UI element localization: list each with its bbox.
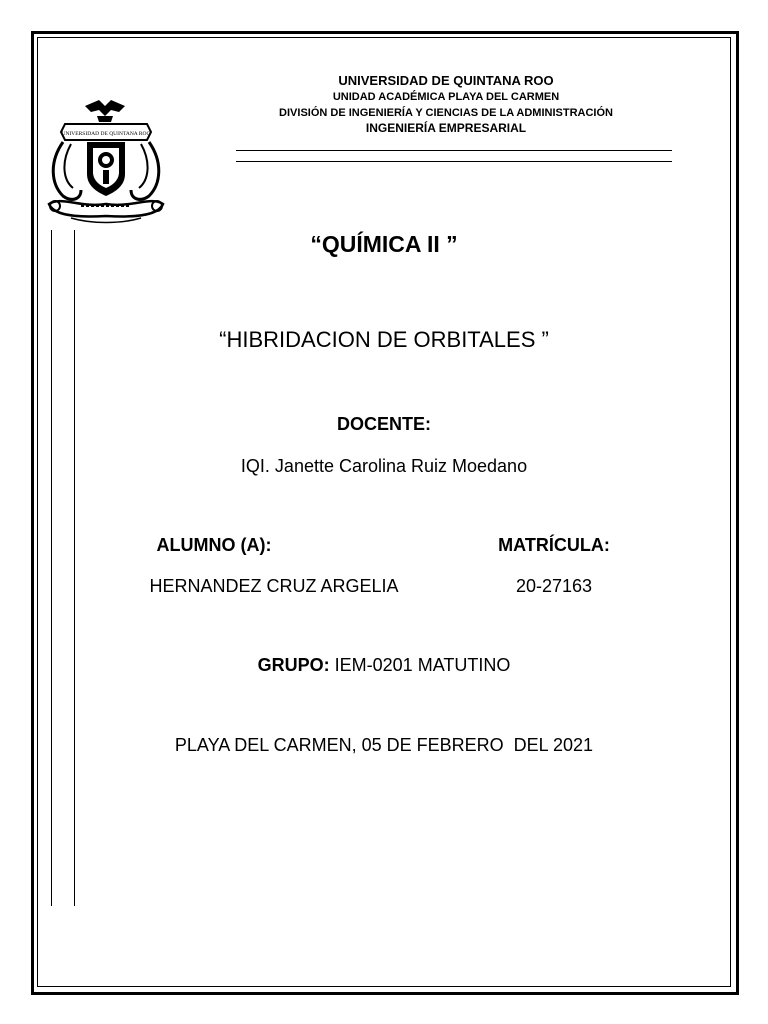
margin-line-left [51,230,52,906]
academic-unit: UNIDAD ACADÉMICA PLAYA DEL CARMEN [332,91,560,103]
grupo-value: IEM-0201 MATUTINO [334,655,511,675]
header-divider-bottom [236,161,672,162]
division-name: DIVISIÓN DE INGENIERÍA Y CIENCIAS DE LA ADMINISTRACIÓN [279,107,613,119]
grupo-line [184,655,584,676]
place-date: PLAYA DEL CARMEN, 05 DE FEBRERO DEL 2021 [174,735,594,755]
university-crest-icon [41,92,171,230]
docente-label: DOCENTE: [337,414,431,434]
margin-line-right [74,230,75,906]
program-name: INGENIERÍA EMPRESARIAL [365,121,527,135]
topic-title: “HIBRIDACION DE ORBITALES ” [219,327,549,352]
university-name: UNIVERSIDAD DE QUINTANA ROO [338,73,554,88]
matricula-value: 20-27163 [515,576,593,596]
course-title: “QUÍMICA II ” [310,231,458,257]
docente-name: IQI. Janette Carolina Ruiz Moedano [240,456,528,476]
matricula-label: MATRÍCULA: [498,535,610,555]
logo-banner-text: UNIVERSIDAD DE QUINTANA ROO [61,131,151,137]
grupo-label: GRUPO: [257,655,330,675]
alumno-name: HERNANDEZ CRUZ ARGELIA [149,576,399,596]
alumno-label: ALUMNO (A): [156,535,272,555]
header-divider-top [236,150,672,151]
